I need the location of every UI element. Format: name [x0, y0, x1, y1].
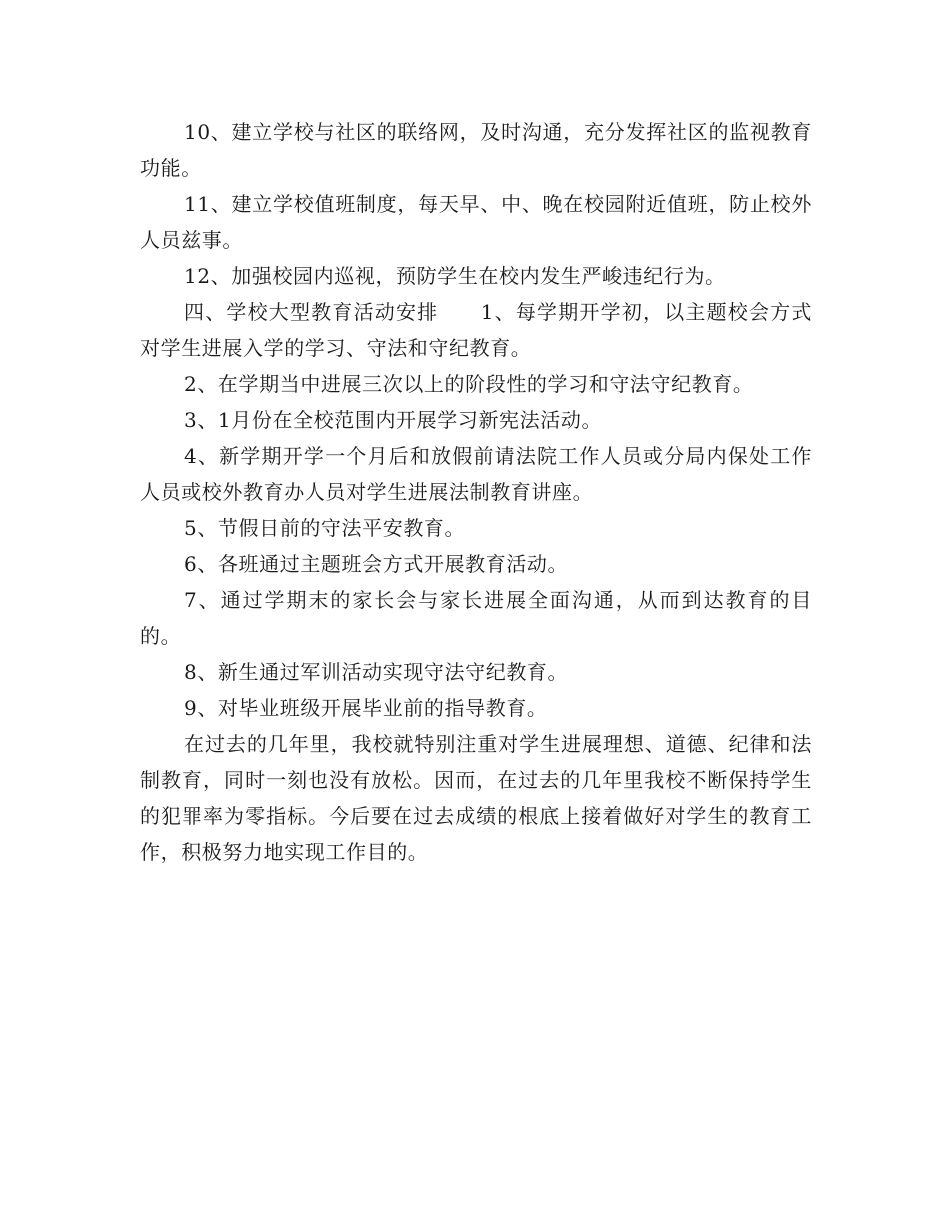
paragraph-activity-6: 6、各班通过主题班会方式开展教育活动。 — [184, 552, 569, 576]
paragraph-activity-8: 8、新生通过军训活动实现守法守纪教育。 — [184, 660, 569, 684]
document-body — [140, 114, 812, 870]
paragraph-item-10: 10、建立学校与社区的联络网，及时沟通，充分发挥社区的监视教育功能。 — [140, 120, 812, 180]
paragraph-activity-3: 3、1月份在全校范围内开展学习新宪法活动。 — [184, 408, 603, 432]
paragraph-item-11: 11、建立学校值班制度，每天早、中、晚在校园附近值班，防止校外人员兹事。 — [140, 192, 812, 252]
paragraph-activity-4: 4、新学期开学一个月后和放假前请法院工作人员或分局内保处工作人员或校外教育办人员对学生进展法制教育讲座。 — [140, 444, 812, 504]
paragraph-activity-9: 9、对毕业班级开展毕业前的指导教育。 — [184, 696, 548, 720]
paragraph-activity-7: 7、通过学期末的家长会与家长进展全面沟通，从而到达教育的目的。 — [140, 588, 812, 648]
paragraph-item-12: 12、加强校园内巡视，预防学生在校内发生严峻违纪行为。 — [184, 264, 726, 288]
paragraph-section-four: 四、学校大型教育活动安排 1、每学期开学初，以主题校会方式对学生进展入学的学习、守法和守纪教育。 — [140, 300, 812, 360]
paragraph-conclusion: 在过去的几年里，我校就特别注重对学生进展理想、道德、纪律和法制教育，同时一刻也没有放松。因而，在过去的几年里我校不断保持学生的犯罪率为零指标。今后要在过去成绩的根底上接着做好对学生的教育工作，积极努力地实现工作目的。 — [140, 732, 812, 864]
paragraph-activity-2: 2、在学期当中进展三次以上的阶段性的学习和守法守纪教育。 — [184, 372, 754, 396]
paragraph-activity-5: 5、节假日前的守法平安教育。 — [184, 516, 466, 540]
